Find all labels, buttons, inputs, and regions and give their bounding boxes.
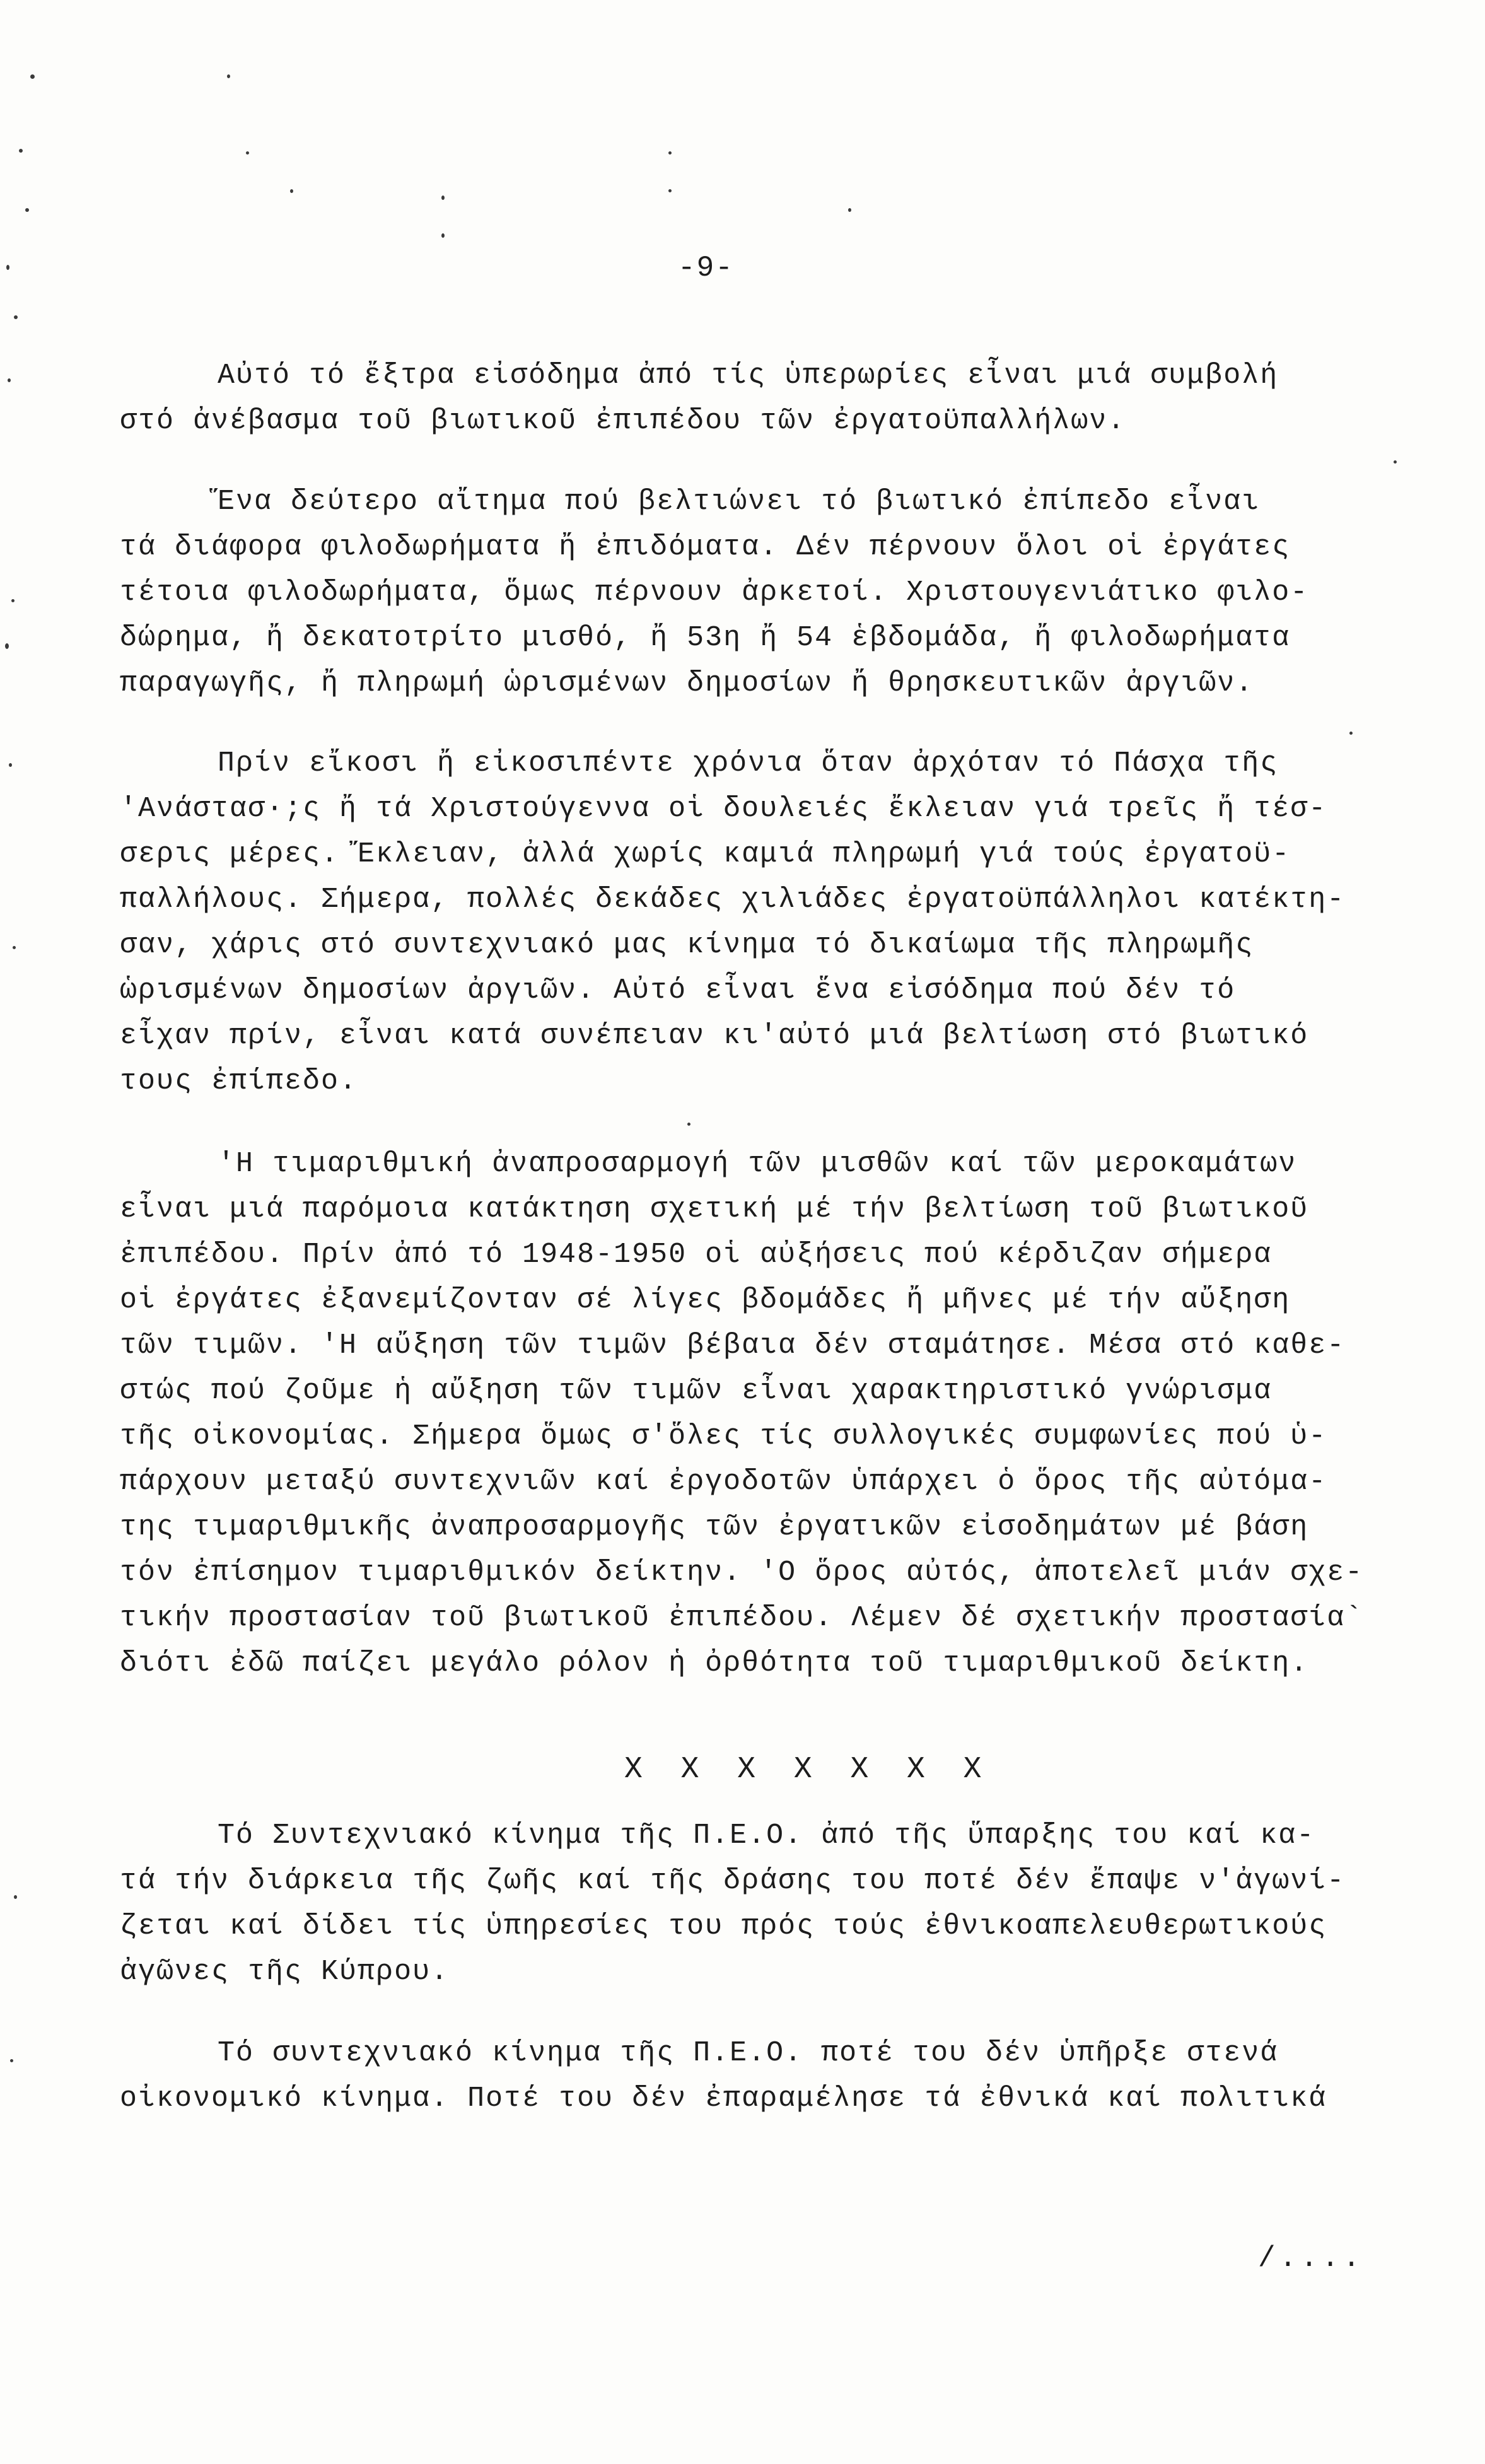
- text-line: Πρίν εἴκοσι ἤ εἰκοσιπέντε χρόνια ὅταν ἀρχόταν τό Πάσχα τῆς: [218, 747, 1279, 779]
- text-line: Ἕνα δεύτερο αἴτημα πού βελτιώνει τό βιωτικό ἐπίπεδο εἶναι: [218, 486, 1261, 518]
- text-line: 'Η τιμαριθμική ἀναπροσαρμογή τῶν μισθῶν καί τῶν μεροκαμάτων: [218, 1148, 1297, 1180]
- text-line: τόν ἐπίσημον τιμαριθμικόν δείκτην. 'Ο ὅρος αὐτός, ἀποτελεῖ μιάν σχε-: [120, 1556, 1364, 1589]
- scan-speck: [441, 233, 445, 238]
- text-line: 'Ανάστασ·;ς ἤ τά Χριστούγεννα οἱ δουλειές ἔκλειαν γιά τρεῖς ἤ τέσ-: [120, 793, 1327, 825]
- text-line: παραγωγῆς, ἤ πληρωμή ὡρισμένων δημοσίων ἤ θρησκευτικῶν ἀργιῶν.: [120, 667, 1254, 699]
- text-line: ἀγῶνες τῆς Κύπρου.: [120, 1956, 450, 1988]
- scan-speck: [11, 599, 15, 602]
- scan-speck: [441, 196, 445, 200]
- section-divider: X X X X X X X: [624, 1753, 992, 1787]
- scan-speck: [30, 74, 35, 79]
- scan-speck: [13, 946, 16, 949]
- text-line: Αὐτό τό ἔξτρα εἰσόδημα ἀπό τίς ὑπερωρίες εἶναι μιά συμβολή: [218, 359, 1279, 392]
- text-line: σαν, χάρις στό συντεχνιακό μας κίνημα τό δικαίωμα τῆς πληρωμῆς: [120, 929, 1254, 961]
- scan-speck: [668, 189, 672, 192]
- text-line: της τιμαριθμικῆς ἀναπροσαρμογῆς τῶν ἐργατικῶν εἰσοδημάτων μέ βάση: [120, 1511, 1309, 1543]
- scan-speck: [290, 189, 293, 193]
- text-line: τῆς οἰκονομίας. Σήμερα ὅμως σ'ὅλες τίς συλλογικές συμφωνίες πού ὑ-: [120, 1420, 1327, 1452]
- text-line: στώς πού ζοῦμε ἡ αὔξηση τῶν τιμῶν εἶναι χαρακτηριστικό γνώρισμα: [120, 1375, 1272, 1407]
- text-line: ἐπιπέδου. Πρίν ἀπό τό 1948-1950 οἱ αὐξήσεις πού κέρδιζαν σήμερα: [120, 1239, 1272, 1271]
- scan-speck: [5, 643, 9, 649]
- scan-speck: [9, 763, 12, 767]
- scan-speck: [25, 208, 29, 212]
- text-line: τικήν προστασίαν τοῦ βιωτικοῦ ἐπιπέδου. Λέμεν δέ σχετικήν προστασία`: [120, 1602, 1364, 1634]
- scan-speck: [14, 1895, 17, 1899]
- scan-speck: [19, 149, 23, 153]
- scan-speck: [14, 315, 18, 319]
- text-line: τά τήν διάρκεια τῆς ζωῆς καί τῆς δράσης του ποτέ δέν ἔπαψε ν'ἀγωνί-: [120, 1865, 1346, 1897]
- text-line: πάρχουν μεταξύ συντεχνιῶν καί ἐργοδοτῶν ὑπάρχει ὁ ὅρος τῆς αὐτόμα-: [120, 1466, 1327, 1498]
- text-line: τά διάφορα φιλοδωρήματα ἤ ἐπιδόματα. Δέν πέρνουν ὅλοι οἱ ἐργάτες: [120, 531, 1291, 563]
- continuation-mark: /....: [1258, 2242, 1365, 2275]
- text-line: ζεται καί δίδει τίς ὑπηρεσίες του πρός τούς ἐθνικοαπελευθερωτικούς: [120, 1910, 1327, 1942]
- binding-hole-marks: [0, 0, 76, 2464]
- scan-speck: [8, 378, 11, 382]
- text-line: τους ἐπίπεδο.: [120, 1065, 358, 1097]
- text-line: εἶχαν πρίν, εἶναι κατά συνέπειαν κι'αὐτό μιά βελτίωση στό βιωτικό: [120, 1020, 1309, 1052]
- scan-speck: [10, 2059, 13, 2062]
- text-line: Τό συντεχνιακό κίνημα τῆς Π.Ε.Ο. ποτέ του δέν ὑπῆρξε στενά: [218, 2037, 1279, 2069]
- scan-speck: [227, 74, 230, 78]
- text-line: διότι ἐδῶ παίζει μεγάλο ρόλον ἡ ὀρθότητα τοῦ τιμαριθμικοῦ δείκτη.: [120, 1647, 1309, 1679]
- text-line: οἱ ἐργάτες ἐξανεμίζονταν σέ λίγες βδομάδες ἤ μῆνες μέ τήν αὔξηση: [120, 1284, 1291, 1316]
- scan-speck: [1394, 460, 1397, 464]
- text-line: δώρημα, ἤ δεκατοτρίτο μισθό, ἤ 53η ἤ 54 ἑβδομάδα, ἤ φιλοδωρήματα: [120, 622, 1291, 654]
- text-line: ὡρισμένων δημοσίων ἀργιῶν. Αὐτό εἶναι ἕνα εἰσόδημα πού δέν τό: [120, 974, 1236, 1007]
- scan-speck: [246, 151, 249, 155]
- text-line: στό ἀνέβασμα τοῦ βιωτικοῦ ἐπιπέδου τῶν ἐργατοϋπαλλήλων.: [120, 405, 1126, 437]
- scan-speck: [687, 1123, 690, 1126]
- text-line: τέτοια φιλοδωρήματα, ὅμως πέρνουν ἀρκετοί. Χριστουγενιάτικο φιλο-: [120, 576, 1309, 609]
- scan-speck: [1349, 732, 1353, 735]
- scan-speck: [6, 265, 9, 270]
- text-line: παλλήλους. Σήμερα, πολλές δεκάδες χιλιάδες ἐργατοϋπάλληλοι κατέκτη-: [120, 884, 1346, 916]
- text-line: τῶν τιμῶν. 'Η αὔξηση τῶν τιμῶν βέβαια δέν σταμάτησε. Μέσα στό καθε-: [120, 1329, 1346, 1362]
- scan-speck: [848, 208, 851, 212]
- text-line: Τό Συντεχνιακό κίνημα τῆς Π.Ε.Ο. ἀπό τῆς ὕπαρξης του καί κα-: [218, 1819, 1315, 1852]
- scan-speck: [668, 151, 672, 155]
- text-line: εἶναι μιά παρόμοια κατάκτηση σχετική μέ τήν βελτίωση τοῦ βιωτικοῦ: [120, 1193, 1309, 1225]
- page-number: -9-: [678, 252, 734, 284]
- text-line: οἰκονομικό κίνημα. Ποτέ του δέν ἐπαραμέλησε τά ἐθνικά καί πολιτικά: [120, 2082, 1327, 2115]
- text-line: σερις μέρες. Ἔκλειαν, ἀλλά χωρίς καμιά πληρωμή γιά τούς ἐργατοϋ-: [120, 838, 1291, 870]
